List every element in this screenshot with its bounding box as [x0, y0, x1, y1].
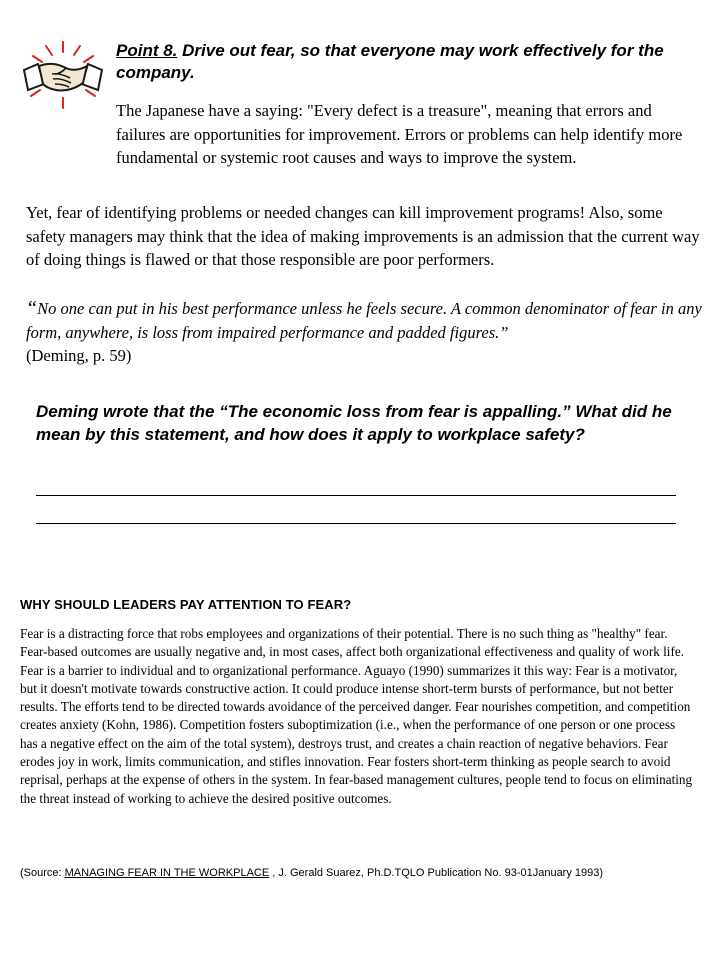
point-heading [116, 40, 706, 84]
answer-line [36, 495, 676, 496]
answer-line [36, 523, 676, 524]
discussion-question: Deming wrote that the “The economic loss from fear is appalling.” What did he mean by this statement, and how does it apply to workplace safety? [36, 402, 672, 444]
why-paragraph: Fear is a distracting force that robs employees and organizations of their potential. There is no such thing as "healthy" fear. Fear-based outcomes are usually negative and, in most cases, affect both organizational effectiveness and quality of work life. Fear is a barrier to individual and to organizational performance. Aguayo (1990) summarizes it this way: Fear is a motivator, but it doesn't motivate towards constructive action. It could produce intense short-term bursts of performance, but not better results. The efforts tend to be directed towards avoidance of the perceived danger. Fear nourishes competition, and competition creates anxiety (Kohn, 1986). Competition fosters suboptimization (i.e., when the performance of one person or one process has a negative effect on the aim of the total system), destroys trust, and creates a chain reaction of negative behaviors. Fear erodes joy in work, limits communication, and stifles innovation. Fear fosters short-term thinking as people search to avoid reprisal, perhaps at the expense of others in the system. In fear-based management cultures, people tend to focus on eliminating the threat instead of working to achieve the desired positive outcomes. [20, 626, 693, 806]
quote-citation: (Deming, p. 59) [26, 346, 132, 365]
handshake-icon [22, 40, 104, 110]
why-heading: WHY SHOULD LEADERS PAY ATTENTION TO FEAR? [20, 597, 352, 612]
point-number: Point 8. [116, 41, 178, 60]
point-title: Drive out fear, so that everyone may work effectively for the company. [116, 41, 664, 82]
source-suffix: , J. Gerald Suarez, Ph.D.TQLO Publication No. 93-01January 1993) [269, 867, 604, 879]
deming-quote [26, 297, 706, 368]
source-title-link[interactable]: MANAGING FEAR IN THE WORKPLACE [64, 867, 270, 879]
quote-text: No one can put in his best performance unless he feels secure. A common denominator of fear in any form, anywhere, is loss from impaired performance and padded figures.” [26, 299, 702, 342]
japanese-saying-paragraph: The Japanese have a saying: "Every defect is a treasure", meaning that errors and failures are opportunities for improvement. Errors or problems can help identify more fundamental or systemic root causes and ways to improve the system. [116, 101, 683, 167]
source-citation [20, 865, 700, 881]
source-prefix: (Source: [20, 867, 65, 879]
fear-paragraph: Yet, fear of identifying problems or needed changes can kill improvement programs! Also, some safety managers may think that the idea of making improvements is an admission that the current way of doing things is flawed or that those responsible are poor performers. [26, 203, 700, 269]
quote-open-mark: “ [26, 297, 38, 319]
